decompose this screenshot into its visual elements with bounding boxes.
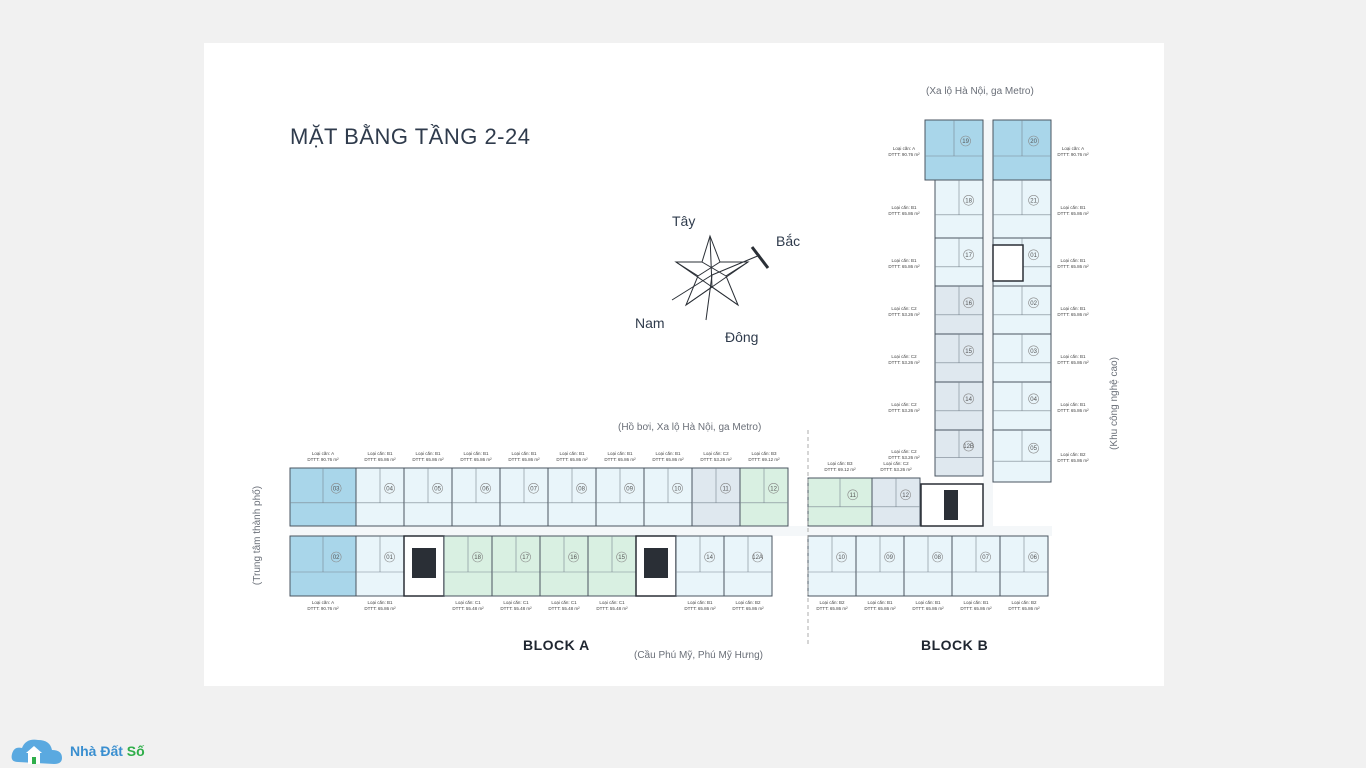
unit-tower-right-03: [993, 334, 1089, 382]
unit-tower-right-02-type: Loại căn: B1: [1060, 306, 1086, 311]
core-lift-shaft: [644, 548, 668, 578]
unit-block-b-bottom-08-area: DTTT: 65.86 m²: [912, 606, 944, 611]
unit-tower-right-03-area: DTTT: 65.86 m²: [1057, 360, 1089, 365]
unit-block-a-bottom-17-number: 17: [522, 555, 529, 561]
unit-tower-left-14: [888, 382, 983, 430]
unit-tower-left-17: [888, 238, 983, 286]
block-b-label: BLOCK B: [921, 637, 989, 653]
unit-block-b-bottom-09: [856, 536, 904, 611]
unit-tower-left-12B-type: Loại căn: C2: [891, 449, 917, 454]
unit-block-a-top-07-area: DTTT: 65.86 m²: [508, 457, 540, 462]
unit-block-a-bottom-16-number: 16: [570, 555, 577, 561]
unit-block-b-bottom-09-number: 09: [886, 555, 893, 561]
unit-block-a-bottom-12A-type: Loại căn: B2: [735, 600, 761, 605]
unit-block-a-top-07-type: Loại căn: B1: [511, 451, 537, 456]
unit-block-a-top-06-area: DTTT: 65.86 m²: [460, 457, 492, 462]
surrounding-middle: (Hồ bơi, Xa lộ Hà Nội, ga Metro): [618, 422, 762, 433]
unit-tower-left-16-number: 16: [965, 300, 972, 307]
unit-block-b-bottom-06-type: Loại căn: B2: [1011, 600, 1037, 605]
unit-block-a-top-07: [500, 451, 548, 526]
unit-block-a-bottom-01-area: DTTT: 65.86 m²: [364, 606, 396, 611]
unit-block-b-bottom-09-area: DTTT: 65.86 m²: [864, 606, 896, 611]
unit-block-a-bottom-17-area: DTTT: 55.48 m²: [500, 606, 532, 611]
unit-block-b-bottom-09-type: Loại căn: B1: [867, 600, 893, 605]
unit-block-a-bottom-14: [676, 536, 724, 611]
logo-brand-accent: Số: [126, 743, 145, 759]
unit-block-a-bottom-15-type: Loại căn: C1: [599, 600, 625, 605]
unit-block-a-top-10-type: Loại căn: B1: [655, 451, 681, 456]
unit-tower-left-17-type: Loại căn: B1: [891, 258, 917, 263]
unit-tower-left-18-area: DTTT: 65.86 m²: [888, 211, 920, 216]
unit-tower-right-21: [993, 180, 1089, 238]
unit-block-a-top-08: [548, 451, 596, 526]
unit-tower-right-05-type: Loại căn: B2: [1060, 452, 1086, 457]
unit-tower-right-20: [993, 120, 1089, 180]
unit-block-a-top-12: [740, 451, 788, 526]
unit-block-b-top-12-type: Loại căn: C2: [883, 461, 909, 466]
unit-block-a-bottom-14-area: DTTT: 65.86 m²: [684, 606, 716, 611]
unit-tower-right-21-number: 21: [1030, 198, 1037, 205]
unit-block-a-bottom-14-number: 14: [706, 555, 713, 561]
unit-block-b-bottom-06-number: 06: [1030, 555, 1037, 561]
unit-block-a-top-11: [692, 451, 740, 526]
unit-block-b-bottom-07-number: 07: [982, 555, 989, 561]
unit-tower-right-01-area: DTTT: 65.86 m²: [1057, 264, 1089, 269]
unit-block-a-bottom-18-area: DTTT: 55.48 m²: [452, 606, 484, 611]
unit-block-a-top-03-type: Loại căn: A: [311, 451, 335, 456]
unit-block-b-bottom-10-number: 10: [838, 555, 845, 561]
unit-block-b-bottom-06-area: DTTT: 65.86 m²: [1008, 606, 1040, 611]
unit-tower-left-16: [888, 286, 983, 334]
unit-block-a-bottom-16-area: DTTT: 55.48 m²: [548, 606, 580, 611]
unit-block-a-top-04: [356, 451, 404, 526]
unit-tower-left-16-area: DTTT: 53.26 m²: [888, 312, 920, 317]
unit-block-a-bottom-16: [540, 536, 588, 611]
logo-brand-main: Nhà Đất: [70, 743, 127, 759]
unit-block-b-bottom-06: [1000, 536, 1048, 611]
unit-block-a-bottom-15-area: DTTT: 55.48 m²: [596, 606, 628, 611]
unit-block-a-top-06-number: 06: [482, 486, 489, 493]
unit-block-a-top-08-number: 08: [578, 486, 585, 493]
corridor-vertical: [983, 120, 993, 530]
unit-block-b-bottom-07-area: DTTT: 65.86 m²: [960, 606, 992, 611]
unit-block-a-bottom-01-type: Loại căn: B1: [367, 600, 393, 605]
unit-block-b-bottom-08-number: 08: [934, 555, 941, 561]
unit-tower-left-18: [888, 180, 983, 238]
page-title: MẶT BẰNG TẦNG 2-24: [290, 124, 531, 149]
unit-block-b-top-11-type: Loại căn: B3: [827, 461, 853, 466]
unit-block-a-bottom-18-number: 18: [474, 555, 481, 561]
unit-tower-right-20-number: 20: [1030, 139, 1037, 145]
unit-tower-left-19-type: Loại căn: A: [892, 146, 916, 151]
unit-tower-right-05: [993, 430, 1089, 482]
unit-block-a-bottom-16-type: Loại căn: C1: [551, 600, 577, 605]
core-tower-stair: [993, 245, 1023, 281]
unit-block-a-top-05: [404, 451, 452, 526]
unit-tower-right-03-type: Loại căn: B1: [1060, 354, 1086, 359]
unit-block-b-top-11-area: DTTT: 69.12 m²: [824, 467, 856, 472]
unit-tower-left-14-area: DTTT: 53.26 m²: [888, 408, 920, 413]
unit-block-a-bottom-12A-area: DTTT: 65.86 m²: [732, 606, 764, 611]
unit-tower-left-14-number: 14: [965, 396, 972, 403]
unit-block-a-top-11-area: DTTT: 53.26 m²: [700, 457, 732, 462]
unit-block-a-top-06-type: Loại căn: B1: [463, 451, 489, 456]
unit-block-a-bottom-14-type: Loại căn: B1: [687, 600, 713, 605]
unit-tower-right-05-number: 05: [1030, 446, 1037, 453]
unit-tower-right-01-type: Loại căn: B1: [1060, 258, 1086, 263]
block-a-label: BLOCK A: [523, 637, 590, 653]
unit-block-a-bottom-18: [444, 536, 492, 611]
unit-tower-right-05-area: DTTT: 65.86 m²: [1057, 458, 1089, 463]
unit-tower-left-16-type: Loại căn: C2: [891, 306, 917, 311]
unit-block-b-bottom-10-area: DTTT: 65.86 m²: [816, 606, 848, 611]
unit-tower-right-04-number: 04: [1030, 396, 1037, 403]
unit-block-a-top-07-number: 07: [530, 486, 537, 493]
unit-tower-left-12B-number: 12B: [963, 444, 974, 451]
corridor-horizontal: [290, 526, 1052, 536]
logo-text: [70, 743, 145, 759]
unit-block-a-top-08-area: DTTT: 65.86 m²: [556, 457, 588, 462]
compass-east-label: Đông: [725, 329, 759, 345]
unit-tower-left-19-area: DTTT: 90.76 m²: [888, 152, 920, 157]
unit-block-a-bottom-18-type: Loại căn: C1: [455, 600, 481, 605]
unit-block-a-bottom-15: [588, 536, 636, 611]
unit-tower-right-02-number: 02: [1030, 300, 1037, 307]
unit-block-a-top-04-number: 04: [386, 486, 393, 493]
compass-west-label: Tây: [672, 213, 696, 229]
unit-block-b-bottom-08: [904, 536, 952, 611]
unit-block-a-top-09-type: Loại căn: B1: [607, 451, 633, 456]
unit-tower-left-19-number: 19: [962, 139, 969, 145]
unit-tower-right-20-area: DTTT: 90.76 m²: [1057, 152, 1089, 157]
unit-tower-right-21-type: Loại căn: B1: [1060, 205, 1086, 210]
unit-block-a-top-03: [290, 451, 356, 526]
unit-tower-right-04-area: DTTT: 65.86 m²: [1057, 408, 1089, 413]
house-cloud-icon: [8, 734, 66, 768]
unit-tower-left-15-number: 15: [965, 348, 972, 355]
surrounding-left: (Trung tâm thành phố): [252, 485, 264, 586]
unit-block-a-top-04-type: Loại căn: B1: [367, 451, 393, 456]
compass-rose: [672, 236, 768, 320]
unit-tower-left-17-number: 17: [965, 252, 972, 259]
unit-tower-right-04: [993, 382, 1089, 430]
surrounding-bottom: (Cầu Phú Mỹ, Phú Mỹ Hưng): [634, 650, 763, 661]
surrounding-top-right: (Xa lộ Hà Nội, ga Metro): [926, 86, 1034, 97]
unit-tower-left-18-type: Loại căn: B1: [891, 205, 917, 210]
unit-block-b-top-12-area: DTTT: 53.26 m²: [880, 467, 912, 472]
unit-tower-right-04-type: Loại căn: B1: [1060, 402, 1086, 407]
unit-block-a-top-08-type: Loại căn: B1: [559, 451, 585, 456]
unit-block-a-top-12-area: DTTT: 69.12 m²: [748, 457, 780, 462]
unit-block-b-bottom-08-type: Loại căn: B1: [915, 600, 941, 605]
unit-tower-left-12B-area: DTTT: 53.26 m²: [888, 455, 920, 460]
unit-tower-left-17-area: DTTT: 65.86 m²: [888, 264, 920, 269]
unit-block-a-top-09-number: 09: [626, 486, 633, 493]
unit-block-b-top-12-number: 12: [902, 492, 909, 499]
unit-block-a-top-05-area: DTTT: 65.86 m²: [412, 457, 444, 462]
unit-block-b-top-11-number: 11: [849, 492, 856, 499]
unit-block-a-bottom-01-number: 01: [386, 555, 393, 561]
units-layer: [290, 120, 1089, 645]
unit-block-a-top-10-number: 10: [674, 486, 681, 493]
unit-tower-right-02: [993, 286, 1089, 334]
unit-tower-right-20-type: Loại căn: A: [1061, 146, 1085, 151]
unit-tower-left-14-type: Loại căn: C2: [891, 402, 917, 407]
unit-block-a-top-03-number: 03: [332, 486, 340, 493]
unit-block-b-bottom-10: [808, 536, 856, 611]
unit-tower-right-21-area: DTTT: 65.86 m²: [1057, 211, 1089, 216]
unit-tower-left-18-number: 18: [965, 198, 972, 205]
unit-block-b-top-12: [872, 461, 920, 526]
unit-block-a-bottom-12A-number: 12A: [752, 555, 763, 561]
unit-block-b-top-11: [808, 461, 872, 526]
unit-block-a-top-05-type: Loại căn: B1: [415, 451, 441, 456]
unit-tower-right-03-number: 03: [1030, 348, 1037, 355]
core-block-b-lift: [944, 490, 958, 520]
unit-block-a-top-11-number: 11: [722, 486, 729, 493]
unit-block-b-bottom-07: [952, 536, 1000, 611]
unit-tower-right-02-area: DTTT: 65.86 m²: [1057, 312, 1089, 317]
unit-block-b-bottom-10-type: Loại căn: B2: [819, 600, 845, 605]
unit-block-a-bottom-01: [356, 536, 404, 611]
unit-block-a-top-10: [644, 451, 692, 526]
unit-block-a-top-09: [596, 451, 644, 526]
unit-block-a-bottom-02-type: Loại căn: A: [311, 600, 335, 605]
surrounding-right: (Khu công nghệ cao): [1108, 357, 1120, 450]
unit-block-a-top-12-type: Loại căn: B3: [751, 451, 777, 456]
logo: [8, 734, 145, 768]
unit-block-a-top-04-area: DTTT: 65.86 m²: [364, 457, 396, 462]
unit-block-a-bottom-15-number: 15: [618, 555, 625, 561]
compass-south-label: Nam: [635, 315, 665, 331]
unit-tower-left-15-area: DTTT: 53.26 m²: [888, 360, 920, 365]
unit-tower-left-15: [888, 334, 983, 382]
unit-block-a-bottom-17: [492, 536, 540, 611]
unit-block-a-bottom-02-area: DTTT: 90.76 m²: [307, 606, 339, 611]
unit-tower-left-15-type: Loại căn: C2: [891, 354, 917, 359]
compass-north-label: Bắc: [776, 233, 801, 249]
unit-block-a-top-03-area: DTTT: 90.76 m²: [307, 457, 339, 462]
unit-block-a-top-06: [452, 451, 500, 526]
unit-block-a-bottom-02-number: 02: [332, 555, 340, 561]
unit-block-a-top-11-type: Loại căn: C2: [703, 451, 729, 456]
unit-block-a-top-05-number: 05: [434, 486, 441, 493]
unit-block-a-bottom-12A: [724, 536, 772, 611]
unit-block-a-bottom-17-type: Loại căn: C1: [503, 600, 529, 605]
core-lift-shaft: [412, 548, 436, 578]
unit-tower-left-19: [888, 120, 983, 180]
unit-block-a-top-12-number: 12: [770, 486, 777, 493]
unit-block-b-bottom-07-type: Loại căn: B1: [963, 600, 989, 605]
unit-tower-right-01-number: 01: [1030, 252, 1037, 259]
unit-block-a-bottom-02: [290, 536, 356, 611]
unit-block-a-top-10-area: DTTT: 65.86 m²: [652, 457, 684, 462]
unit-block-a-top-09-area: DTTT: 65.86 m²: [604, 457, 636, 462]
